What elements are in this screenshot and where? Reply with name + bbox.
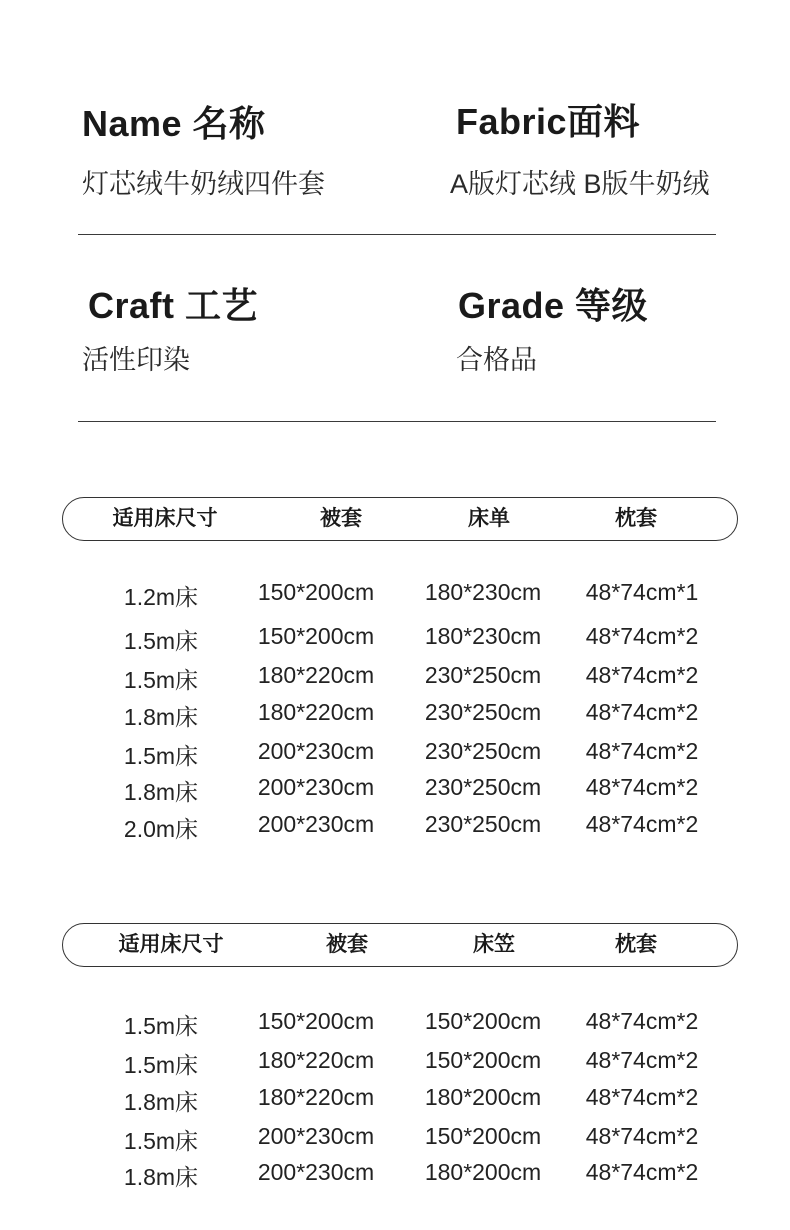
fabric-title: Fabric面料 (456, 101, 641, 142)
table1-cell-sheet: 230*250cm (424, 699, 542, 725)
table1-cell-pillowcase: 48*74cm*2 (585, 811, 699, 837)
table2-header-pillowcase: 枕套 (615, 933, 657, 956)
table1-cell-pillowcase: 48*74cm*2 (585, 699, 699, 725)
table1-cell-pillowcase: 48*74cm*1 (585, 579, 699, 605)
table1-cell-duvet: 180*220cm (257, 699, 375, 725)
table2-cell-duvet: 200*230cm (257, 1123, 375, 1149)
divider-top (78, 234, 716, 235)
table2-cell-sheet: 150*200cm (424, 1047, 542, 1073)
table2-cell-size: 1.8m床 (123, 1164, 199, 1190)
table1-cell-pillowcase: 48*74cm*2 (585, 662, 699, 688)
table2-cell-pillowcase: 48*74cm*2 (585, 1123, 699, 1149)
table2-cell-pillowcase: 48*74cm*2 (585, 1159, 699, 1185)
name-value: 灯芯绒牛奶绒四件套 (82, 169, 325, 199)
table2-cell-size: 1.5m床 (123, 1052, 199, 1078)
table2-cell-duvet: 180*220cm (257, 1047, 375, 1073)
table2-cell-pillowcase: 48*74cm*2 (585, 1047, 699, 1073)
table2-cell-sheet: 180*200cm (424, 1084, 542, 1110)
table1-cell-sheet: 180*230cm (424, 579, 542, 605)
table1-cell-size: 2.0m床 (123, 816, 199, 842)
table2-cell-sheet: 150*200cm (424, 1123, 542, 1149)
table2-cell-size: 1.5m床 (123, 1013, 199, 1039)
table1-cell-duvet: 150*200cm (257, 579, 375, 605)
table2-cell-size: 1.8m床 (123, 1089, 199, 1115)
table1-cell-duvet: 200*230cm (257, 774, 375, 800)
table1-cell-duvet: 150*200cm (257, 623, 375, 649)
craft-title: Craft 工艺 (88, 285, 259, 326)
table2-cell-duvet: 180*220cm (257, 1084, 375, 1110)
table2-cell-sheet: 180*200cm (424, 1159, 542, 1185)
table2-header-size: 适用床尺寸 (118, 933, 224, 956)
table1-cell-pillowcase: 48*74cm*2 (585, 774, 699, 800)
table2-cell-pillowcase: 48*74cm*2 (585, 1008, 699, 1034)
fabric-value: A版灯芯绒 B版牛奶绒 (450, 169, 710, 199)
table1-header-size: 适用床尺寸 (112, 507, 218, 530)
table1-header-duvet: 被套 (320, 507, 362, 530)
craft-value: 活性印染 (82, 345, 190, 375)
table1-cell-duvet: 180*220cm (257, 662, 375, 688)
table1-cell-size: 1.8m床 (123, 704, 199, 730)
table2-cell-pillowcase: 48*74cm*2 (585, 1084, 699, 1110)
table1-header-sheet: 床单 (468, 507, 510, 530)
divider-bottom (78, 421, 716, 422)
table2-cell-duvet: 200*230cm (257, 1159, 375, 1185)
table1-cell-pillowcase: 48*74cm*2 (585, 623, 699, 649)
table1-header-pillowcase: 枕套 (615, 507, 657, 530)
table2-header (62, 923, 738, 967)
table1-cell-sheet: 180*230cm (424, 623, 542, 649)
table1-cell-pillowcase: 48*74cm*2 (585, 738, 699, 764)
table1-cell-sheet: 230*250cm (424, 811, 542, 837)
grade-value: 合格品 (456, 345, 537, 375)
table1-cell-duvet: 200*230cm (257, 738, 375, 764)
table1-cell-sheet: 230*250cm (424, 662, 542, 688)
table2-header-fitted-sheet: 床笠 (473, 933, 515, 956)
table1-cell-sheet: 230*250cm (424, 738, 542, 764)
name-title: Name 名称 (82, 103, 266, 144)
table2-cell-sheet: 150*200cm (424, 1008, 542, 1034)
table1-header (62, 497, 738, 541)
table1-cell-sheet: 230*250cm (424, 774, 542, 800)
table1-cell-duvet: 200*230cm (257, 811, 375, 837)
table1-cell-size: 1.8m床 (123, 779, 199, 805)
table2-header-duvet: 被套 (326, 933, 368, 956)
table1-cell-size: 1.5m床 (123, 743, 199, 769)
grade-title: Grade 等级 (458, 285, 649, 326)
table1-cell-size: 1.5m床 (123, 628, 199, 654)
table1-cell-size: 1.5m床 (123, 667, 199, 693)
table2-cell-size: 1.5m床 (123, 1128, 199, 1154)
table1-cell-size: 1.2m床 (123, 584, 199, 610)
table2-cell-duvet: 150*200cm (257, 1008, 375, 1034)
